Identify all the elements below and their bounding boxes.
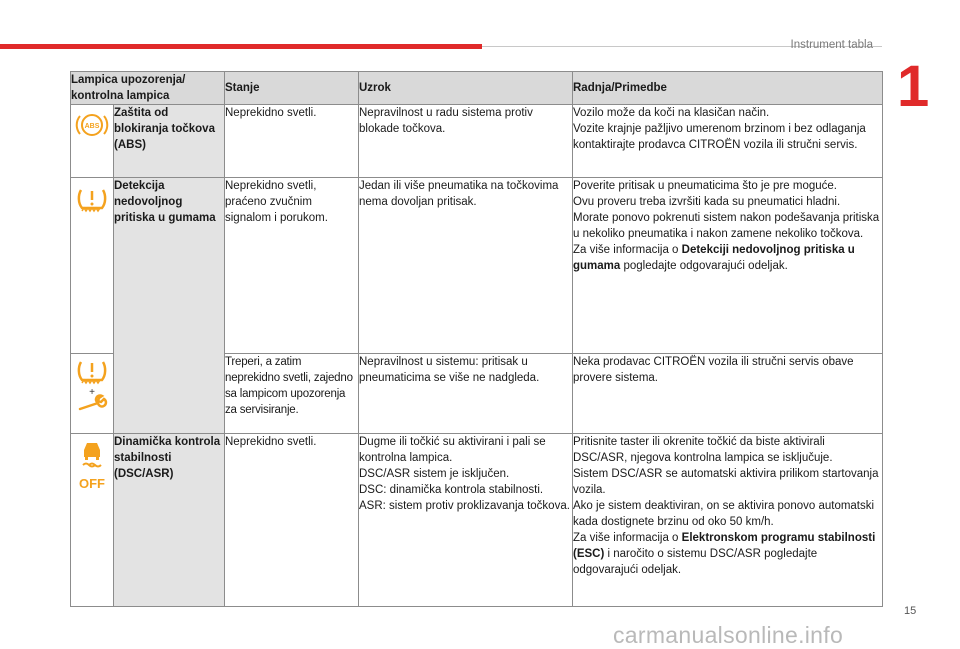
table-row [71,434,883,607]
action-line: Poverite pritisak u pneumaticima što je pre moguće. [573,180,837,192]
table-row [71,105,883,178]
action-line: Morate ponovo pokrenuti sistem nakon podešavanja pritiska u nekoliko pneumatika i nakon zamene nekoliko točkova. [573,212,880,240]
header-state: Stanje [225,72,359,105]
lamp-action [573,434,883,607]
warning-lamp-table [70,71,883,607]
lamp-cause: Nepravilnost u sistemu: pritisak u pneumaticima se više ne nadgleda. [359,354,573,434]
action-line: Vozilo može da koči na klasičan način. [573,107,770,119]
lamp-action [573,354,883,434]
action-line: Vozite krajnje pažljivo umerenom brzinom i bez odlaganja kontaktirajte prodavca CITROËN vozila ili stručni servis. [573,123,866,151]
action-line: Ovu proveru treba izvršiti kada su pneumatici hladni. [573,196,841,208]
lamp-state: Treperi, a zatim neprekidno svetli, zajedno sa lampicom upozorenja za servisiranje. [225,354,359,434]
lamp-name: Dinamička kontrola stabilnosti (DSC/ASR) [114,434,225,607]
cause-text: Dugme ili točkić su aktivirani i pali se kontrolna lampica. [359,436,546,464]
lamp-name: Zaštita od blokiranja točkova (ABS) [114,105,225,178]
action-reference: Za više informacija o Elektronskom programu stabilnosti (ESC) i naročito o sistemu DSC/ASR pogledajte odgovarajući odeljak. [573,532,876,576]
lamp-name: Detekcija nedovoljnog pritiska u gumama [114,178,225,434]
action-line: Pritisnite taster ili okrenite točkić da biste aktivirali DSC/ASR, njegova kontrolna lampica se isključuje. [573,436,833,464]
header-accent-bar [0,44,482,49]
tyre-pressure-and-service-icon [71,354,113,420]
cause-text: DSC/ASR sistem je isključen. [359,468,510,480]
icon-cell [71,434,114,607]
cause-text: Nepravilnost u radu sistema protiv blokade točkova. [359,107,533,135]
lamp-state: Neprekidno svetli. [225,105,359,178]
cause-text: DSC: dinamička kontrola stabilnosti. [359,484,544,496]
lamp-action [573,178,883,354]
icon-cell [71,354,114,434]
cause-text: ASR: sistem protiv proklizavanja točkova. [359,500,570,512]
header-cause: Uzrok [359,72,573,105]
svg-text:+: + [89,387,95,398]
abs-warning-icon [71,105,113,145]
icon-cell [71,178,114,354]
table-row [71,178,883,354]
header-lamp: Lampica upozorenja/ kontrolna lampica [71,72,225,105]
lamp-cause [359,434,573,607]
lamp-state: Neprekidno svetli. [225,434,359,607]
action-reference: Za više informacija o Detekciji nedovoljnog pritiska u gumama pogledajte odgovarajući odeljak. [573,244,855,272]
action-line: Ako je sistem deaktiviran, on se aktivira ponovo automatski kada dostignete brzinu od oko 50 km/h. [573,500,875,528]
watermark: carmanualsonline.info [613,622,844,648]
lamp-action [573,105,883,178]
svg-text:ABS: ABS [84,123,100,130]
lamp-cause: Jedan ili više pneumatika na točkovima nema dovoljan pritisak. [359,178,573,354]
table-header-row [71,72,883,105]
action-line: Neka prodavac CITROËN vozila ili stručni servis obave provere sistema. [573,356,854,384]
icon-cell [71,105,114,178]
chapter-number: 1 [897,54,930,119]
action-line: Sistem DSC/ASR se automatski aktivira prilikom startovanja vozila. [573,468,879,496]
off-label: OFF [79,476,105,491]
section-title: Instrument tabla [790,39,873,51]
header-action: Radnja/Primedbe [573,72,883,105]
lamp-state: Neprekidno svetli, praćeno zvučnim signalom i porukom. [225,178,359,354]
tyre-pressure-warning-icon [71,178,113,218]
lamp-cause [359,105,573,178]
page-number: 15 [904,605,917,617]
